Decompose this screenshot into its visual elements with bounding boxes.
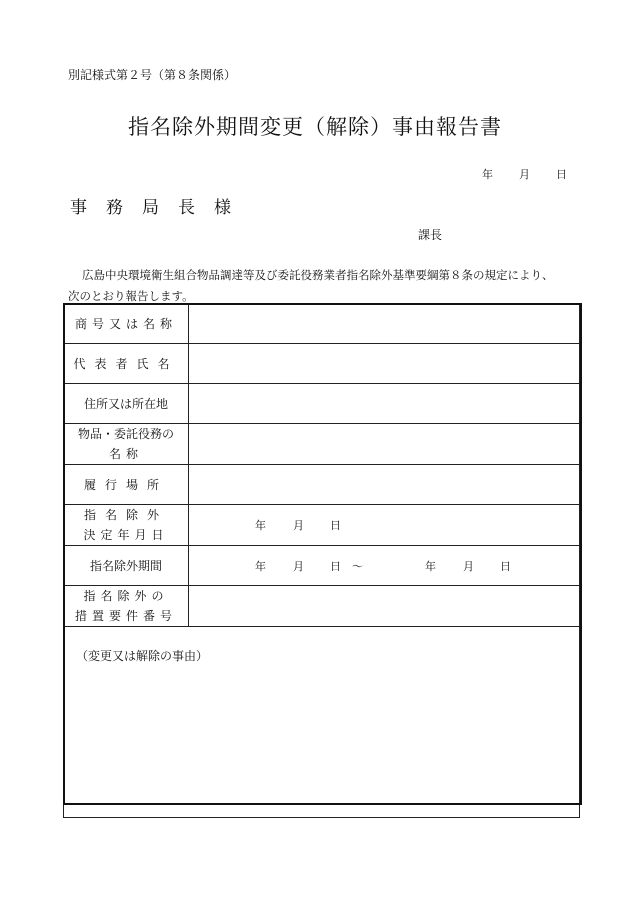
- document-title: 指名除外期間変更（解除）事由報告書: [128, 115, 502, 139]
- label-exclusion-period: 指名除外期間: [64, 546, 189, 586]
- report-date: [482, 166, 567, 182]
- table-row: [64, 304, 580, 344]
- label-address: 住所又は所在地: [64, 384, 189, 424]
- label-goods-service-name: 物品・委託役務の 名称: [64, 424, 189, 465]
- label-company-name: 商号又は名称: [64, 304, 189, 344]
- remarks-label: （変更又は解除の事由）: [76, 649, 209, 663]
- table-row: [64, 384, 580, 424]
- table-row: [64, 344, 580, 384]
- form-reference: 別記様式第２号（第８条関係）: [68, 68, 237, 82]
- table-row: [64, 586, 580, 627]
- period-end-day: 日: [500, 560, 511, 573]
- field-place-of-performance[interactable]: [189, 465, 580, 505]
- field-remarks[interactable]: [64, 627, 580, 818]
- table-row: [64, 505, 580, 546]
- decision-month: 月: [293, 519, 304, 532]
- date-day: 日: [556, 168, 567, 181]
- field-goods-service-name[interactable]: [189, 424, 580, 465]
- decision-day: 日: [330, 519, 341, 532]
- label-requirement-number: 指名除外の 措置要件番号: [64, 586, 189, 627]
- decision-year: 年: [255, 519, 266, 532]
- period-tilde: ～: [352, 560, 363, 573]
- field-representative[interactable]: [189, 344, 580, 384]
- field-exclusion-period[interactable]: [189, 546, 580, 586]
- intro-line-1: 広島中央環境衛生組合物品調達等及び委託役務業者指名除外基準要綱第８条の規定により、: [82, 268, 554, 282]
- table-row: [64, 627, 580, 818]
- field-decision-date[interactable]: [189, 505, 580, 546]
- period-start-day: 日: [330, 560, 341, 573]
- date-year: 年: [482, 168, 493, 181]
- label-decision-date: 指名除外 決定年月日: [64, 505, 189, 546]
- field-requirement-number[interactable]: [189, 586, 580, 627]
- table-row: [64, 424, 580, 465]
- period-start-year: 年: [255, 560, 266, 573]
- addressee: 事務局長様: [70, 198, 250, 218]
- period-start-month: 月: [293, 560, 304, 573]
- period-end-year: 年: [425, 560, 436, 573]
- intro-line-2: 次のとおり報告します。: [68, 289, 194, 303]
- date-month: 月: [519, 168, 530, 181]
- field-address[interactable]: [189, 384, 580, 424]
- label-place-of-performance: 履行場所: [64, 465, 189, 505]
- label-representative: 代表者氏名: [64, 344, 189, 384]
- table-row: [64, 546, 580, 586]
- period-end-month: 月: [463, 560, 474, 573]
- intro-text: [68, 265, 583, 307]
- sender-title: 課長: [418, 228, 443, 242]
- table-row: [64, 465, 580, 505]
- field-company-name[interactable]: [189, 304, 580, 344]
- report-form-table: [63, 303, 580, 818]
